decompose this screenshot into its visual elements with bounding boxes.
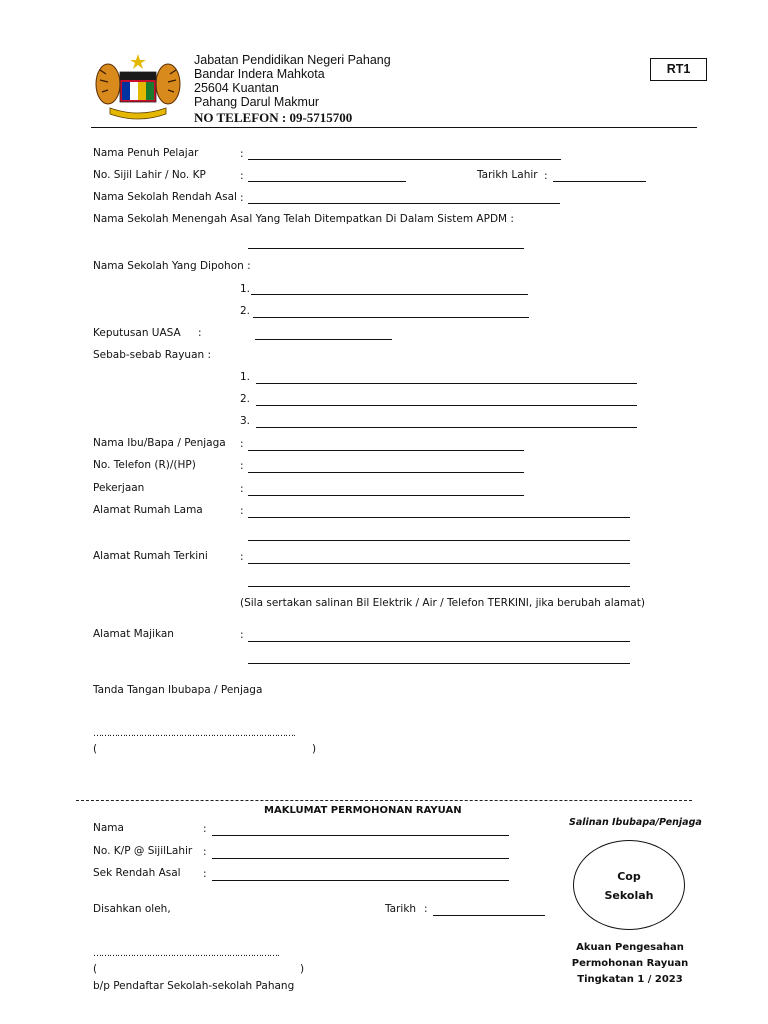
paren-close: ) xyxy=(312,743,317,755)
colon: : xyxy=(240,460,244,472)
slip-field-kp[interactable] xyxy=(212,858,509,859)
slip-field-tarikh[interactable] xyxy=(433,915,545,916)
field-alamat-terkini-1[interactable] xyxy=(248,563,630,564)
slip-label-kp: No. K/P @ SijilLahir xyxy=(93,845,193,857)
stamp-label-cop: Cop xyxy=(617,870,641,883)
slip-title: MAKLUMAT PERMOHONAN RAYUAN xyxy=(264,805,462,816)
label-tarikh-lahir: Tarikh Lahir xyxy=(477,169,538,181)
label-sijil-kp: No. Sijil Lahir / No. KP xyxy=(93,169,206,181)
field-keputusan-uasa[interactable] xyxy=(255,339,392,340)
note-alamat: (Sila sertakan salinan Bil Elektrik / Air / Telefon TERKINI, jika berubah alamat) xyxy=(240,597,645,609)
colon: : xyxy=(240,483,244,495)
field-dipohon-2[interactable] xyxy=(253,317,529,318)
colon: : xyxy=(240,551,244,563)
akuan-line3: Tingkatan 1 / 2023 xyxy=(577,974,683,985)
field-sebab-3[interactable] xyxy=(256,427,637,428)
field-alamat-lama-1[interactable] xyxy=(248,517,630,518)
field-sebab-2[interactable] xyxy=(256,405,637,406)
field-ibu-bapa[interactable] xyxy=(248,450,524,451)
colon: : xyxy=(198,327,202,339)
slip-pendaftar: b/p Pendaftar Sekolah-sekolah Pahang xyxy=(93,980,295,992)
colon: : xyxy=(203,868,207,880)
slip-paren-open: ( xyxy=(93,963,98,975)
org-address-line1: Bandar Indera Mahkota xyxy=(194,67,325,81)
field-tarikh-lahir[interactable] xyxy=(553,181,646,182)
field-alamat-lama-2[interactable] xyxy=(248,540,630,541)
colon: : xyxy=(203,823,207,835)
label-alamat-lama: Alamat Rumah Lama xyxy=(93,504,203,516)
colon: : xyxy=(240,148,244,160)
field-alamat-majikan-2[interactable] xyxy=(248,663,630,664)
label-alamat-majikan: Alamat Majikan xyxy=(93,628,174,640)
label-sekolah-menengah: Nama Sekolah Menengah Asal Yang Telah Ditempatkan Di Dalam Sistem APDM : xyxy=(93,213,514,225)
form-code-box: RT1 xyxy=(650,58,707,81)
slip-label-nama: Nama xyxy=(93,822,124,834)
colon: : xyxy=(240,192,244,204)
colon: : xyxy=(240,170,244,182)
field-sebab-1[interactable] xyxy=(256,383,637,384)
field-sekolah-menengah[interactable] xyxy=(248,248,524,249)
colon: : xyxy=(203,846,207,858)
field-alamat-majikan-1[interactable] xyxy=(248,641,630,642)
stamp-label-sekolah: Sekolah xyxy=(604,889,654,902)
field-sijil-kp[interactable] xyxy=(248,181,406,182)
slip-field-sek-rendah[interactable] xyxy=(212,880,509,881)
sebab-num-3: 3. xyxy=(240,415,251,427)
slip-field-nama[interactable] xyxy=(212,835,509,836)
colon: : xyxy=(240,505,244,517)
label-tandatangan: Tanda Tangan Ibubapa / Penjaga xyxy=(93,684,263,696)
label-alamat-terkini: Alamat Rumah Terkini xyxy=(93,550,208,562)
colon: : xyxy=(544,170,548,182)
header-divider xyxy=(91,127,697,128)
label-pekerjaan: Pekerjaan xyxy=(93,482,145,494)
slip-label-sek-rendah: Sek Rendah Asal xyxy=(93,867,181,879)
colon: : xyxy=(240,438,244,450)
dipohon-num-1: 1. xyxy=(240,283,251,295)
colon: : xyxy=(424,903,428,915)
sebab-num-2: 2. xyxy=(240,393,251,405)
sebab-num-1: 1. xyxy=(240,371,251,383)
org-address-line3: Pahang Darul Makmur xyxy=(194,95,320,109)
dipohon-num-2: 2. xyxy=(240,305,251,317)
cut-line xyxy=(76,800,692,801)
field-sekolah-rendah[interactable] xyxy=(248,203,560,204)
slip-copy-note: Salinan Ibubapa/Penjaga xyxy=(569,817,702,828)
label-keputusan-uasa: Keputusan UASA xyxy=(93,327,181,339)
field-telefon[interactable] xyxy=(248,472,524,473)
org-address-line2: 25604 Kuantan xyxy=(194,81,279,95)
field-dipohon-1[interactable] xyxy=(251,294,528,295)
slip-label-tarikh: Tarikh xyxy=(385,903,417,915)
label-nama-penuh: Nama Penuh Pelajar xyxy=(93,147,199,159)
colon: : xyxy=(240,629,244,641)
akuan-line2: Permohonan Rayuan xyxy=(571,958,689,969)
signature-dots[interactable]: …………………………………………………………………. xyxy=(93,729,295,739)
state-crest-logo xyxy=(92,52,184,122)
slip-signature-dots[interactable]: ……………………………………………………………. xyxy=(93,949,279,959)
paren-open: ( xyxy=(93,743,98,755)
label-sekolah-dipohon: Nama Sekolah Yang Dipohon : xyxy=(93,260,251,272)
school-stamp-circle xyxy=(573,840,685,930)
field-alamat-terkini-2[interactable] xyxy=(248,586,630,587)
slip-label-disahkan: Disahkan oleh, xyxy=(93,903,171,915)
label-telefon: No. Telefon (R)/(HP) xyxy=(93,459,196,471)
label-sekolah-rendah: Nama Sekolah Rendah Asal xyxy=(93,191,237,203)
akuan-line1: Akuan Pengesahan xyxy=(576,942,684,953)
field-pekerjaan[interactable] xyxy=(248,495,524,496)
label-ibu-bapa: Nama Ibu/Bapa / Penjaga xyxy=(93,437,226,449)
org-phone: NO TELEFON : 09-5715700 xyxy=(194,110,353,125)
org-name: Jabatan Pendidikan Negeri Pahang xyxy=(194,53,391,67)
label-sebab-rayuan: Sebab-sebab Rayuan : xyxy=(93,349,212,361)
slip-paren-close: ) xyxy=(300,963,305,975)
field-nama-penuh[interactable] xyxy=(248,159,561,160)
